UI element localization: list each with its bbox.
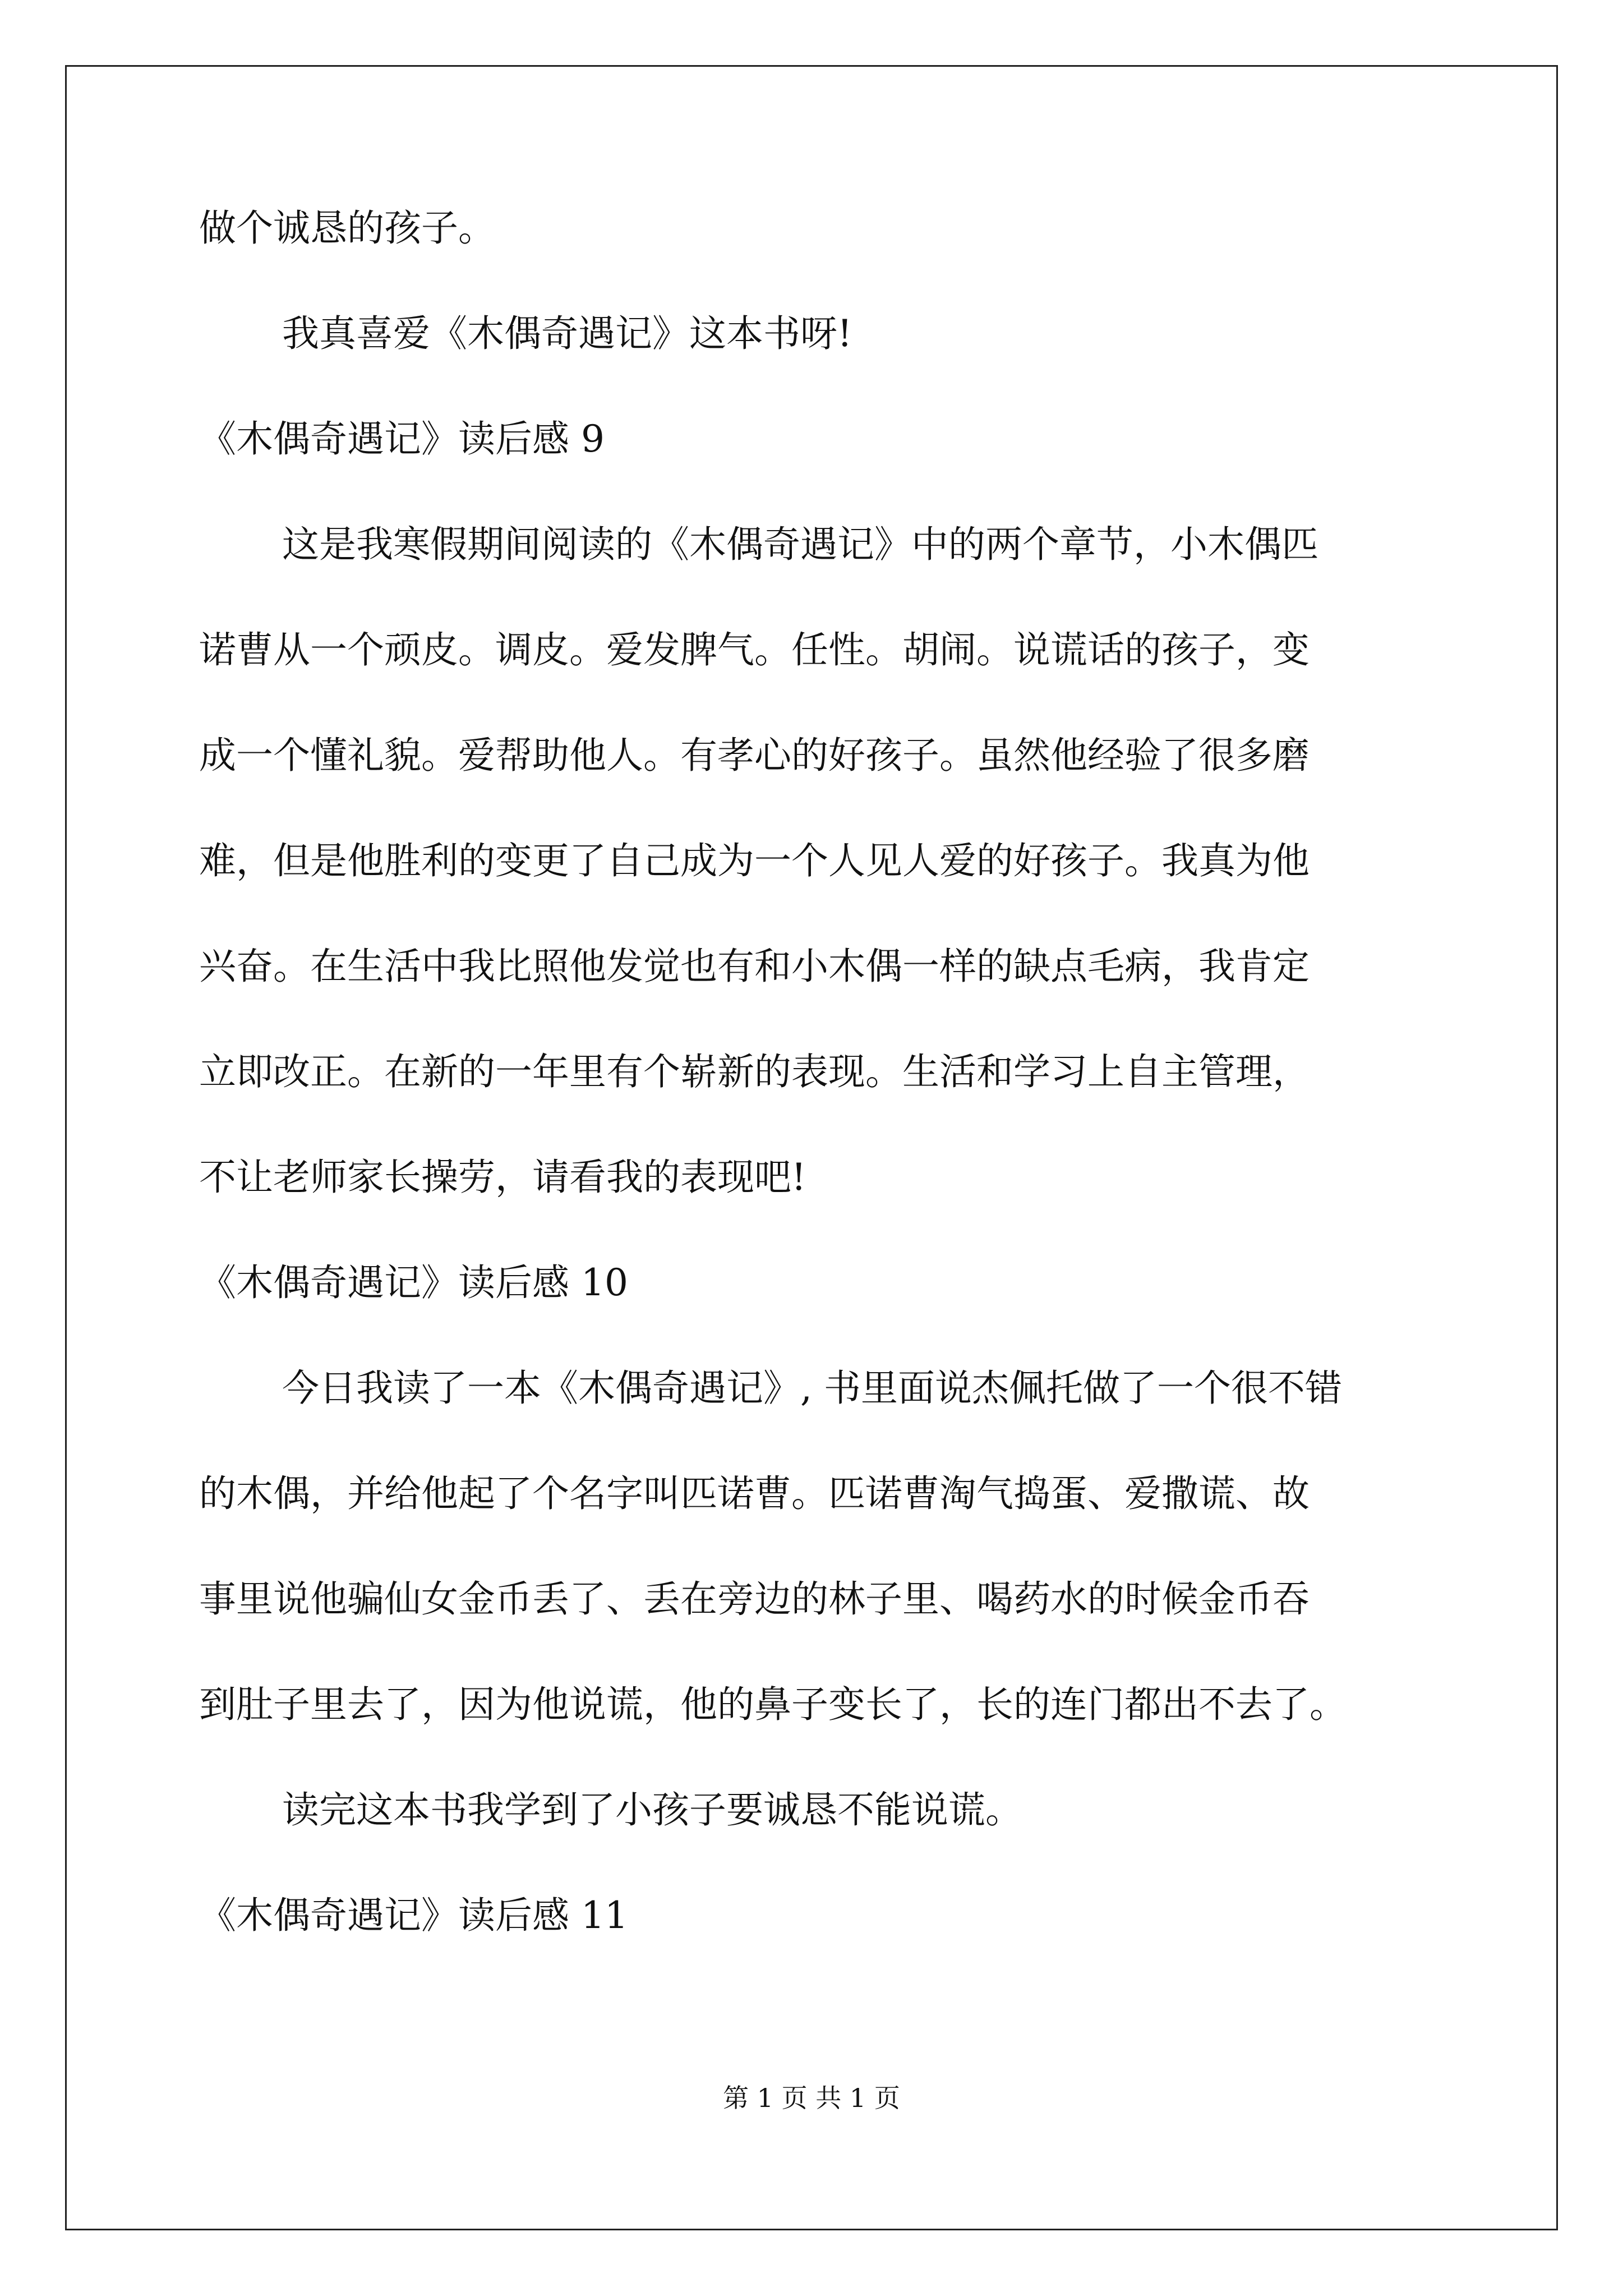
paragraph-line: 难，但是他胜利的变更了自己成为一个人见人爱的好孩子。我真为他 [199,839,1310,882]
paragraph-line: 兴奋。在生活中我比照他发觉也有和小木偶一样的缺点毛病，我肯定 [199,945,1310,988]
section-heading: 《木偶奇遇记》读后感 10 [199,1261,628,1304]
paragraph-line: 今日我读了一本《木偶奇遇记》, 书里面说杰佩托做了一个很不错 [282,1366,1342,1410]
section-heading: 《木偶奇遇记》读后感 11 [199,1894,628,1937]
paragraph-line: 读完这本书我学到了小孩子要诚恳不能说谎。 [282,1788,1022,1832]
paragraph-line: 我真喜爱《木偶奇遇记》这本书呀! [282,312,852,355]
paragraph-line: 做个诚恳的孩子。 [199,206,495,250]
page-number-footer: 第 1 页 共 1 页 [723,2083,900,2113]
paragraph-line: 到肚子里去了，因为他说谎，他的鼻子变长了，长的连门都出不去了。 [199,1683,1347,1726]
paragraph-line: 的木偶，并给他起了个名字叫匹诺曹。匹诺曹淘气捣蛋、爱撒谎、故 [199,1472,1310,1515]
paragraph-line: 立即改正。在新的一年里有个崭新的表现。生活和学习上自主管理， [199,1050,1310,1093]
section-heading: 《木偶奇遇记》读后感 9 [199,417,605,461]
paragraph-line: 事里说他骗仙女金币丢了、丢在旁边的林子里、喝药水的时候金币吞 [199,1577,1310,1621]
paragraph-line: 成一个懂礼貌。爱帮助他人。有孝心的好孩子。虽然他经验了很多磨 [199,734,1310,777]
paragraph-line: 不让老师家长操劳，请看我的表现吧! [199,1156,806,1199]
paragraph-line: 诺曹从一个顽皮。调皮。爱发脾气。任性。胡闹。说谎话的孩子，变 [199,628,1310,671]
paragraph-line: 这是我寒假期间阅读的《木偶奇遇记》中的两个章节，小木偶匹 [282,523,1318,566]
